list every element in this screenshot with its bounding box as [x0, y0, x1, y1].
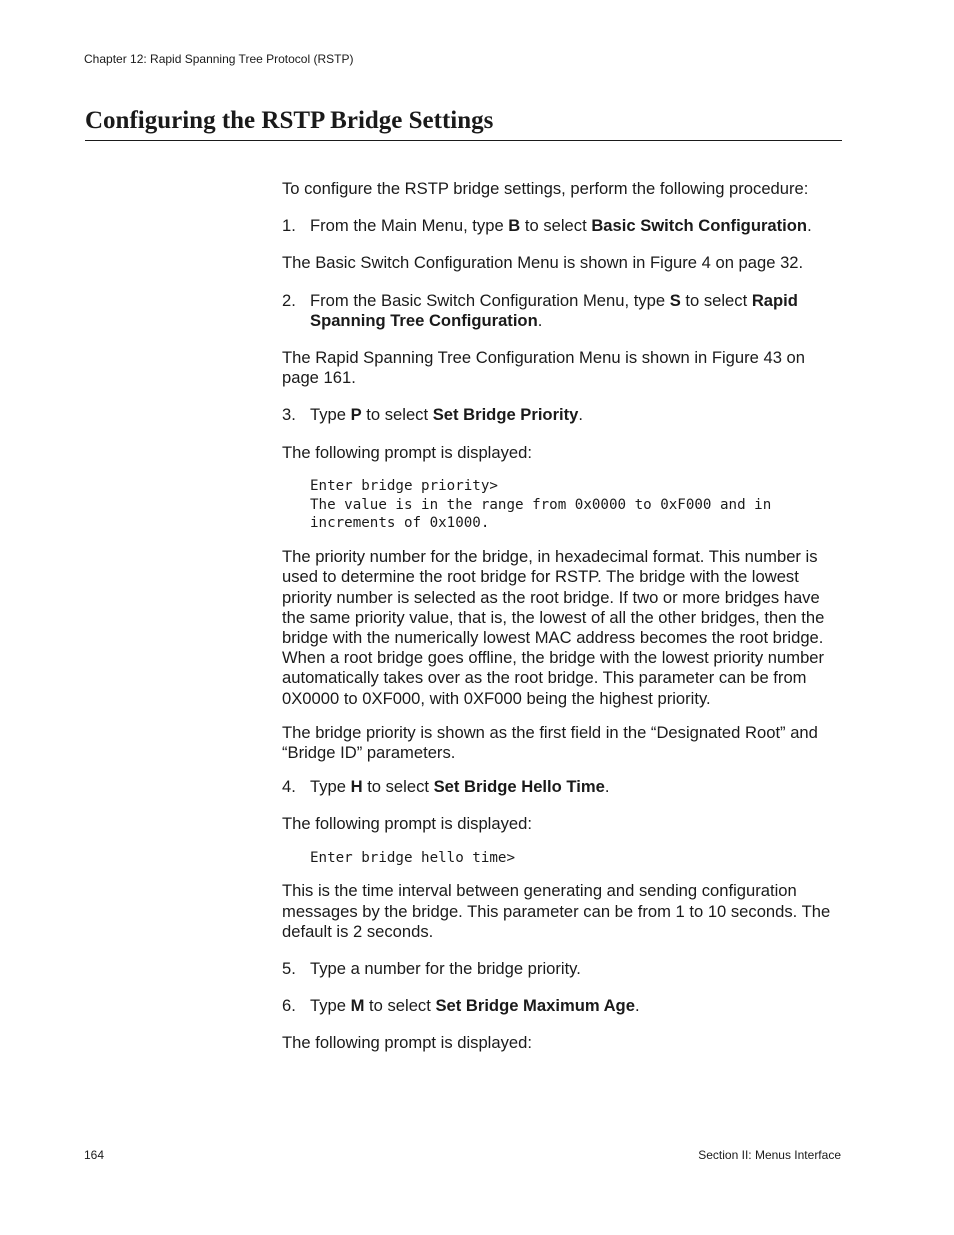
step-3 — [282, 405, 842, 425]
priority-field-note: The bridge priority is shown as the first field in the “Designated Root” and “Bridge ID” parameters. — [282, 722, 818, 763]
step-2 — [282, 291, 842, 331]
procedure-body — [282, 179, 842, 1071]
step-text: From the Basic Switch Configuration Menu, type S to select Rapid Spanning Tree Configuration. — [310, 290, 798, 330]
key-letter: H — [350, 777, 363, 797]
step-5 — [282, 959, 842, 979]
step-number: 3. — [282, 405, 296, 425]
running-head: Chapter 12: Rapid Spanning Tree Protocol (RSTP) — [84, 52, 354, 66]
prompt-displayed-note: The following prompt is displayed: — [282, 1033, 532, 1053]
step-1 — [282, 216, 842, 236]
step-number: 2. — [282, 290, 296, 310]
hello-description: This is the time interval between generating and sending configuration messages by the bridge. This parameter can be from 1 to 10 seconds. The default is 2 seconds. — [282, 881, 831, 941]
step-4 — [282, 777, 842, 797]
prompt-displayed-note: The following prompt is displayed: — [282, 814, 532, 834]
priority-description: The priority number for the bridge, in hexadecimal format. This number is used to determine the root bridge for RSTP. The bridge with the lowest priority number is selected as the root bridge. If two or more bridges have the same priority value, that is, the lowest of all the other bridges, then the bridge with the numerically lowest MAC address becomes the root bridge. When a root bridge goes offline, the bridge with the lowest priority number automatically takes over as the root bridge. This parameter can be from 0X0000 to 0XF000, with 0XF000 being the highest priority. — [282, 547, 825, 708]
step-text: From the Main Menu, type B to select Basic Switch Configuration. — [310, 216, 812, 236]
step-6 — [282, 996, 842, 1016]
page-number: 164 — [84, 1148, 105, 1162]
key-letter: S — [669, 290, 681, 310]
step-number: 1. — [282, 216, 296, 236]
menu-target: Rapid Spanning Tree Configuration — [310, 290, 798, 330]
step-text: Type M to select Set Bridge Maximum Age. — [310, 996, 640, 1016]
section-title: Configuring the RSTP Bridge Settings — [85, 106, 842, 141]
step-text: Type P to select Set Bridge Priority. — [310, 405, 584, 425]
step-number: 6. — [282, 996, 296, 1016]
step-1-note: The Basic Switch Configuration Menu is shown in Figure 4 on page 32. — [282, 253, 804, 273]
prompt-displayed-note: The following prompt is displayed: — [282, 442, 532, 462]
footer-section: Section II: Menus Interface — [698, 1148, 841, 1162]
key-letter: P — [350, 405, 362, 425]
step-text: Type a number for the bridge priority. — [310, 959, 581, 979]
menu-target: Basic Switch Configuration — [591, 216, 808, 236]
menu-target: Set Bridge Priority — [432, 405, 579, 425]
menu-target: Set Bridge Hello Time — [433, 777, 605, 797]
menu-target: Set Bridge Maximum Age — [435, 996, 635, 1016]
step-number: 5. — [282, 959, 296, 979]
key-letter: M — [350, 996, 365, 1016]
step-2-note: The Rapid Spanning Tree Configuration Menu is shown in Figure 43 on page 161. — [282, 348, 806, 388]
intro-paragraph: To configure the RSTP bridge settings, perform the following procedure: — [282, 179, 809, 198]
step-number: 4. — [282, 777, 296, 797]
priority-prompt-code: Enter bridge priority> The value is in the range from 0x0000 to 0xF000 and in increments of 0x1000. — [310, 477, 772, 532]
key-letter: B — [508, 216, 521, 236]
step-text: Type H to select Set Bridge Hello Time. — [310, 777, 610, 797]
hello-prompt-code: Enter bridge hello time> — [310, 849, 515, 866]
